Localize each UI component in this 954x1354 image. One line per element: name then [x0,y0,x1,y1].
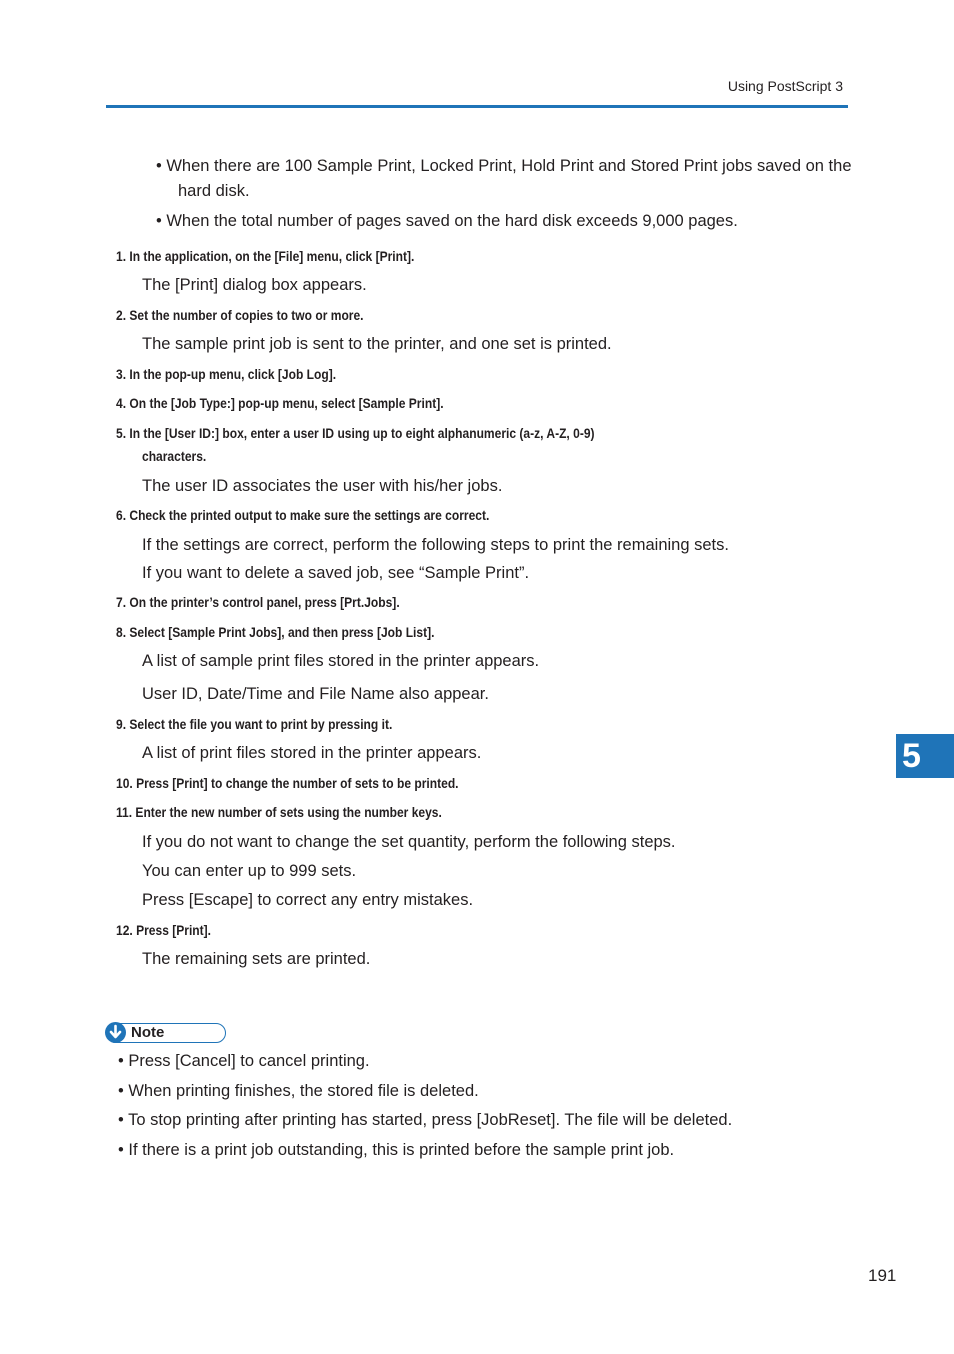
note-item-1: • Press [Cancel] to cancel printing. [118,1052,370,1070]
note-item-2: • When printing finishes, the stored file is deleted. [118,1082,479,1100]
note-item-3: • To stop printing after printing has started, press [JobReset]. The file will be deleted. [118,1111,733,1129]
step-11-text-3: Press [Escape] to correct any entry mistakes. [142,891,474,909]
step-3-heading: 3. In the pop-up menu, click [Job Log]. [116,366,337,382]
step-2-text: The sample print job is sent to the printer, and one set is printed. [142,335,612,353]
header-rule [106,105,848,108]
step-11-heading: 11. Enter the new number of sets using the number keys. [116,804,442,820]
step-12-heading: 12. Press [Print]. [116,922,212,938]
step-9-heading: 9. Select the file you want to print by pressing it. [116,716,393,732]
step-6-text-1: If the settings are correct, perform the following steps to print the remaining sets. [142,536,729,554]
step-11-text-2: You can enter up to 999 sets. [142,862,357,880]
step-11-text-1: If you do not want to change the set quantity, perform the following steps. [142,833,676,851]
step-10-heading: 10. Press [Print] to change the number of sets to be printed. [116,775,459,791]
step-8-text-1: A list of sample print files stored in the printer appears. [142,652,540,670]
running-header: Using PostScript 3 [727,78,843,94]
step-5-heading: 5. In the [User ID:] box, enter a user ID using up to eight alphanumeric (a-z, A-Z, 0-9) [116,425,595,441]
step-1-text: The [Print] dialog box appears. [142,276,367,294]
step-6-text-2: If you want to delete a saved job, see “Sample Print”. [142,564,530,582]
down-arrow-icon [105,1022,126,1043]
step-12-text: The remaining sets are printed. [142,950,371,968]
step-8-text-2: User ID, Date/Time and File Name also appear. [142,685,489,703]
intro-bullet-1-line-2: hard disk. [178,182,250,200]
note-badge [106,1023,226,1043]
chapter-tab: 5 [896,734,954,778]
page-number: 191 [868,1266,897,1285]
step-9-text: A list of print files stored in the printer appears. [142,744,482,762]
step-8-heading: 8. Select [Sample Print Jobs], and then press [Job List]. [116,624,435,640]
step-5-heading-cont: characters. [142,448,207,464]
step-6-heading: 6. Check the printed output to make sure the settings are correct. [116,507,490,523]
note-label: Note [131,1024,165,1041]
note-item-4: • If there is a print job outstanding, this is printed before the sample print job. [118,1141,675,1159]
step-7-heading: 7. On the printer’s control panel, press [Prt.Jobs]. [116,594,400,610]
intro-bullet-1-line-1: • When there are 100 Sample Print, Locked Print, Hold Print and Stored Print jobs saved on the [156,157,852,175]
step-5-text: The user ID associates the user with his/her jobs. [142,477,503,495]
step-1-heading: 1. In the application, on the [File] menu, click [Print]. [116,248,415,264]
intro-bullet-2: • When the total number of pages saved on the hard disk exceeds 9,000 pages. [156,212,738,230]
step-2-heading: 2. Set the number of copies to two or more. [116,307,364,323]
step-4-heading: 4. On the [Job Type:] pop-up menu, select [Sample Print]. [116,395,444,411]
